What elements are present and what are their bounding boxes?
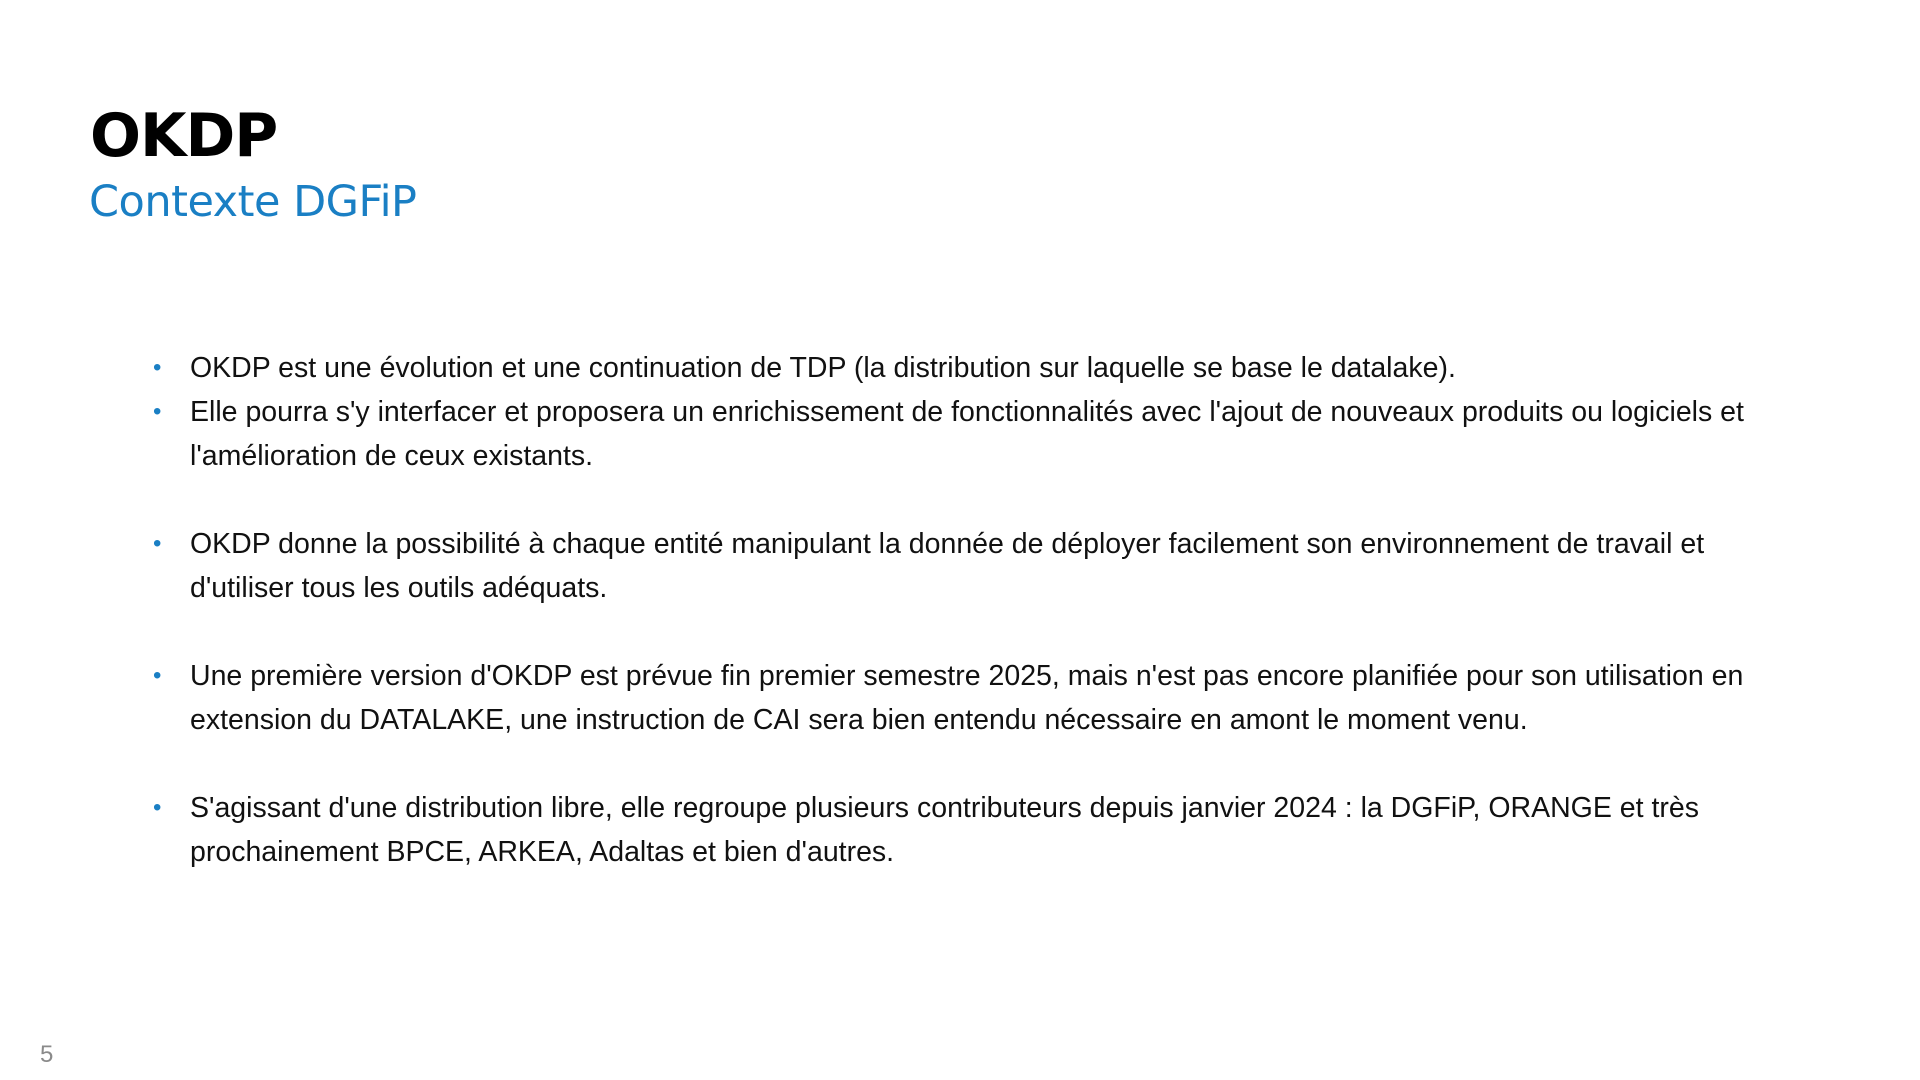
bullet-icon: • (153, 530, 162, 557)
bullet-item (150, 522, 1810, 610)
bullet-text: OKDP donne la possibilité à chaque entité manipulant la donnée de déployer facilement son environnement de travail et d'utiliser tous les outils adéquats. (190, 528, 1705, 604)
slide-title: OKDP (90, 101, 278, 171)
bullet-item (150, 390, 1810, 478)
bullet-text: S'agissant d'une distribution libre, elle regroupe plusieurs contributeurs depuis janvier 2024 : la DGFiP, ORANGE et très prochainement BPCE, ARKEA, Adaltas et bien d'autres. (190, 792, 1699, 868)
page-number: 5 (40, 1041, 54, 1068)
bullet-item (150, 346, 1810, 390)
bullet-text: OKDP est une évolution et une continuation de TDP (la distribution sur laquelle se base le datalake). (190, 352, 1456, 384)
bullet-text: Une première version d'OKDP est prévue fin premier semestre 2025, mais n'est pas encore planifiée pour son utilisation en extension du DATALAKE, une instruction de CAI sera bien entendu nécessaire en amont le moment venu. (190, 660, 1744, 736)
bullet-list (150, 346, 1810, 874)
bullet-icon: • (153, 398, 162, 425)
bullet-icon: • (153, 662, 162, 689)
bullet-text: Elle pourra s'y interfacer et proposera un enrichissement de fonctionnalités avec l'ajout de nouveaux produits ou logiciels et l'amélioration de ceux existants. (190, 396, 1744, 472)
bullet-icon: • (153, 794, 162, 821)
bullet-item (150, 786, 1810, 874)
bullet-item (150, 654, 1810, 742)
slide-subtitle: Contexte DGFiP (89, 177, 417, 227)
bullet-icon: • (153, 354, 162, 381)
